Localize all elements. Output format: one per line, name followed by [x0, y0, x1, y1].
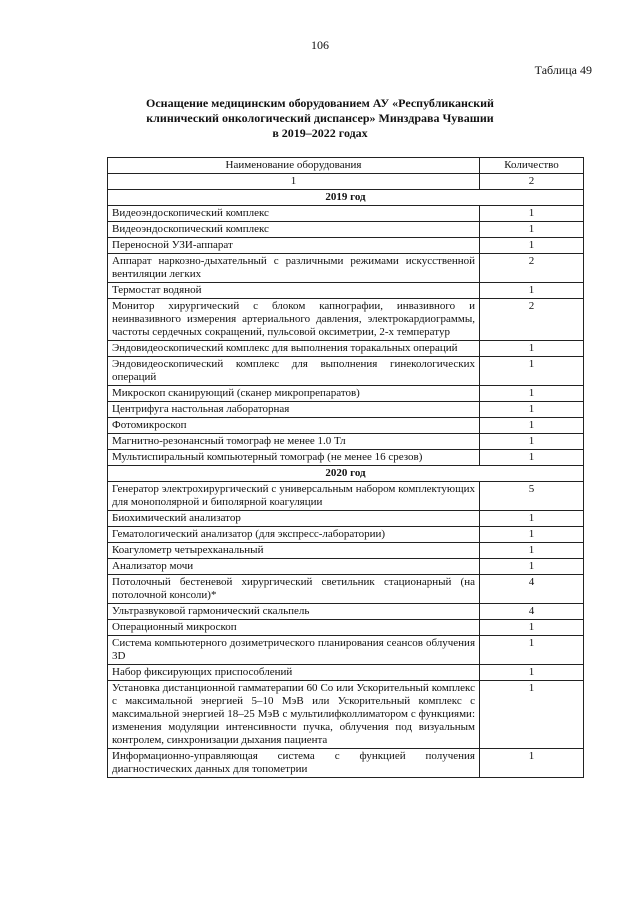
equipment-name-cell: Переносной УЗИ-аппарат [108, 238, 480, 254]
table-row [108, 341, 584, 357]
equipment-name-cell: Видеоэндоскопический комплекс [108, 222, 480, 238]
quantity-cell: 1 [480, 511, 584, 527]
quantity-cell: 1 [480, 341, 584, 357]
title-line: в 2019–2022 годах [272, 126, 368, 140]
column-number: 1 [108, 174, 480, 190]
table-row [108, 665, 584, 681]
table-row [108, 482, 584, 511]
table-row [108, 206, 584, 222]
column-number: 2 [480, 174, 584, 190]
table-row [108, 222, 584, 238]
quantity-cell: 1 [480, 402, 584, 418]
quantity-cell: 1 [480, 559, 584, 575]
column-number-row [108, 174, 584, 190]
year-heading: 2020 год [108, 466, 584, 482]
equipment-name-cell: Гематологический анализатор (для экспресс-лаборатории) [108, 527, 480, 543]
quantity-cell: 1 [480, 681, 584, 749]
quantity-cell: 1 [480, 222, 584, 238]
quantity-cell: 1 [480, 386, 584, 402]
equipment-name-cell: Коагулометр четырехканальный [108, 543, 480, 559]
equipment-name-cell: Информационно-управляющая система с функцией получения диагностических данных для топометрии [108, 749, 480, 778]
equipment-name-cell: Термостат водяной [108, 283, 480, 299]
equipment-table [107, 157, 584, 778]
equipment-name-cell: Мультиспиральный компьютерный томограф (не менее 16 срезов) [108, 450, 480, 466]
year-section-row [108, 466, 584, 482]
quantity-cell: 1 [480, 283, 584, 299]
equipment-name-cell: Анализатор мочи [108, 559, 480, 575]
year-heading: 2019 год [108, 190, 584, 206]
quantity-cell: 1 [480, 450, 584, 466]
table-row [108, 527, 584, 543]
equipment-name-cell: Операционный микроскоп [108, 620, 480, 636]
page-number: 106 [311, 38, 329, 52]
equipment-name-cell: Магнитно-резонансный томограф не менее 1.0 Тл [108, 434, 480, 450]
table-row [108, 511, 584, 527]
equipment-name-cell: Эндовидеоскопический комплекс для выполнения торакальных операций [108, 341, 480, 357]
table-row [108, 636, 584, 665]
quantity-cell: 5 [480, 482, 584, 511]
table-row [108, 402, 584, 418]
equipment-name-cell: Монитор хирургический с блоком капнографии, инвазивного и неинвазивного измерения артериального давления, электрокардиограммы, частоты сердечных сокращений, пульсовой оксиметрии, 2-х температур [108, 299, 480, 341]
quantity-cell: 1 [480, 749, 584, 778]
table-label: Таблица 49 [534, 63, 592, 77]
table-body [108, 174, 584, 778]
header-quantity: Количество [480, 158, 584, 174]
equipment-name-cell: Аппарат наркозно-дыхательный с различными режимами искусственной вентиляции легких [108, 254, 480, 283]
quantity-cell: 1 [480, 357, 584, 386]
table-row [108, 543, 584, 559]
table-row [108, 434, 584, 450]
table-row [108, 386, 584, 402]
equipment-name-cell: Центрифуга настольная лабораторная [108, 402, 480, 418]
equipment-name-cell: Ультразвуковой гармонический скальпель [108, 604, 480, 620]
table-row [108, 749, 584, 778]
quantity-cell: 4 [480, 575, 584, 604]
quantity-cell: 1 [480, 636, 584, 665]
table-row [108, 299, 584, 341]
table-row [108, 357, 584, 386]
equipment-name-cell: Набор фиксирующих приспособлений [108, 665, 480, 681]
equipment-name-cell: Видеоэндоскопический комплекс [108, 206, 480, 222]
quantity-cell: 4 [480, 604, 584, 620]
quantity-cell: 1 [480, 527, 584, 543]
table-row [108, 283, 584, 299]
equipment-name-cell: Генератор электрохирургический с универсальным набором комплектующих для монополярной и биполярной коагуляции [108, 482, 480, 511]
quantity-cell: 2 [480, 254, 584, 283]
year-section-row [108, 190, 584, 206]
title-line: Оснащение медицинским оборудованием АУ «Республиканский [146, 96, 494, 110]
quantity-cell: 1 [480, 206, 584, 222]
quantity-cell: 1 [480, 418, 584, 434]
table-row [108, 681, 584, 749]
quantity-cell: 1 [480, 665, 584, 681]
quantity-cell: 2 [480, 299, 584, 341]
table-row [108, 450, 584, 466]
quantity-cell: 1 [480, 543, 584, 559]
quantity-cell: 1 [480, 238, 584, 254]
table-row [108, 254, 584, 283]
equipment-name-cell: Система компьютерного дозиметрического планирования сеансов облучения 3D [108, 636, 480, 665]
header-equipment-name: Наименование оборудования [108, 158, 480, 174]
table-row [108, 418, 584, 434]
equipment-name-cell: Биохимический анализатор [108, 511, 480, 527]
quantity-cell: 1 [480, 620, 584, 636]
equipment-name-cell: Фотомикроскоп [108, 418, 480, 434]
equipment-name-cell: Потолочный бестеневой хирургический светильник стационарный (на потолочной консоли)* [108, 575, 480, 604]
table-row [108, 620, 584, 636]
equipment-name-cell: Эндовидеоскопический комплекс для выполнения гинекологических операций [108, 357, 480, 386]
table-row [108, 604, 584, 620]
table-row [108, 238, 584, 254]
title-line: клинический онкологический диспансер» Минздрава Чувашии [146, 111, 494, 125]
document-title [110, 96, 530, 141]
table-row [108, 575, 584, 604]
equipment-name-cell: Установка дистанционной гамматерапии 60 Со или Ускорительный комплекс с максимальной энергией 5–10 МэВ или Ускорительный комплекс с максимальной энергией 18–25 МэВ с мультилифколлиматором с функциями: изменения модуляции интенсивности пучка, облучения под визуальным контролем, синхронизации дыхания пациента [108, 681, 480, 749]
equipment-name-cell: Микроскоп сканирующий (сканер микропрепаратов) [108, 386, 480, 402]
quantity-cell: 1 [480, 434, 584, 450]
table-row [108, 559, 584, 575]
table-header-row [108, 158, 584, 174]
